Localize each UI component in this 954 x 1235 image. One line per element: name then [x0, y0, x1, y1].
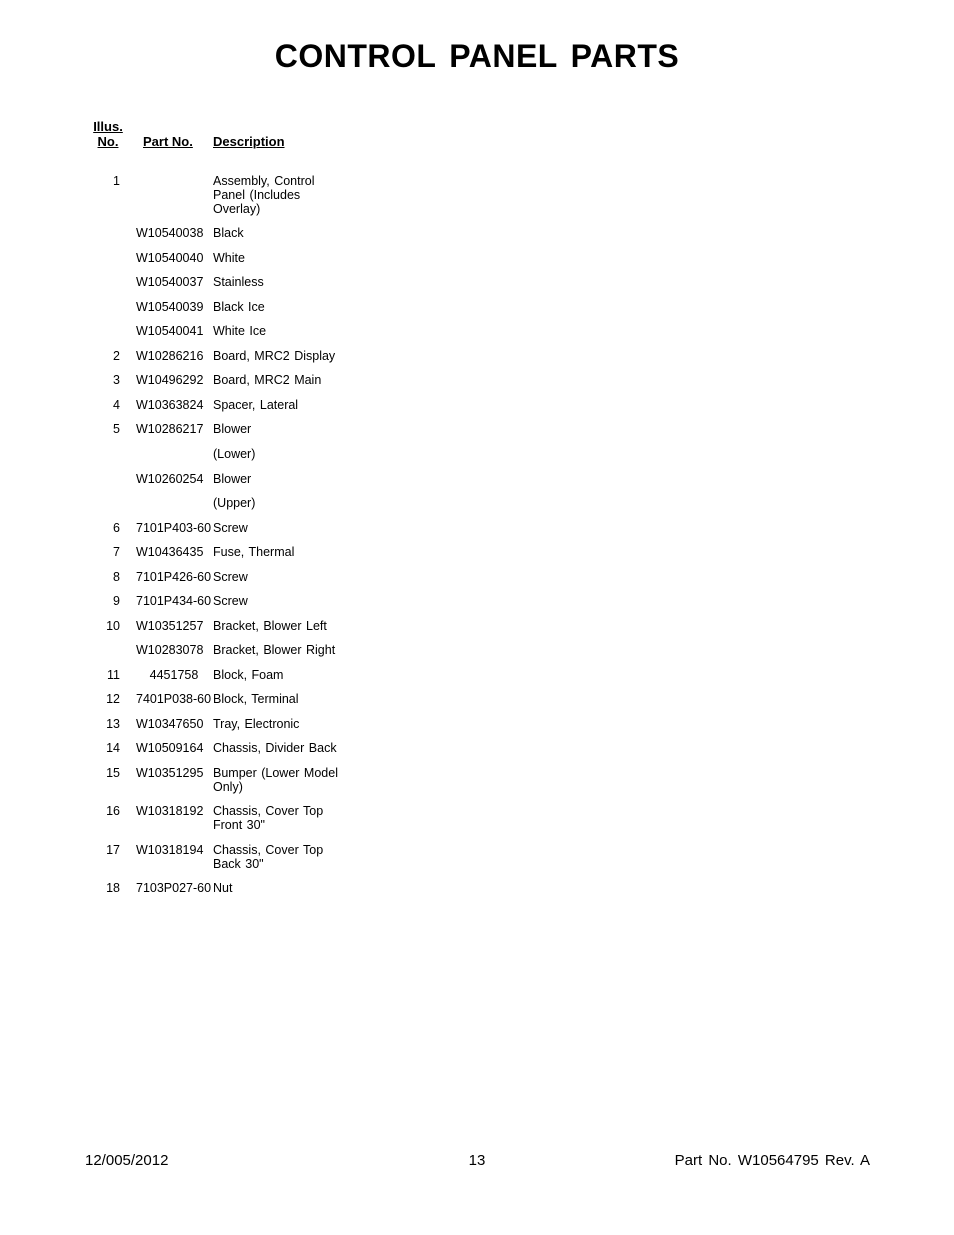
part-description: Block, Foam [213, 668, 284, 682]
part-description: (Upper) [213, 496, 256, 510]
illus-number: 16 [106, 804, 120, 818]
part-number: 4451758 [149, 668, 199, 682]
part-number: 7401P038-60 [136, 692, 212, 706]
part-number: W10540039 [136, 300, 204, 314]
part-description: White [213, 251, 245, 265]
part-description: Black Ice [213, 300, 265, 314]
illus-number: 9 [113, 594, 120, 608]
illus-number: 8 [113, 570, 120, 584]
part-description: Blower [213, 472, 252, 486]
illus-number: 2 [113, 349, 120, 363]
part-description: Block, Terminal [213, 692, 299, 706]
part-description: Blower [213, 422, 252, 436]
illus-number: 1 [113, 174, 120, 188]
part-number: W10318192 [136, 804, 204, 818]
part-description: Tray, Electronic [213, 717, 300, 731]
part-description: Stainless [213, 275, 264, 289]
part-number: W10286217 [136, 422, 204, 436]
part-number: W10351257 [136, 619, 204, 633]
part-description: Screw [213, 521, 248, 535]
part-description: Chassis, Divider Back [213, 741, 337, 755]
illus-number: 17 [106, 843, 120, 857]
part-number: 7101P426-60 [136, 570, 212, 584]
part-number: W10318194 [136, 843, 204, 857]
part-number: W10283078 [136, 643, 204, 657]
illus-number: 18 [106, 881, 120, 895]
part-description: Assembly, Control Panel (Includes Overlay) [213, 174, 315, 216]
part-number: W10351295 [136, 766, 204, 780]
part-number: W10540038 [136, 226, 204, 240]
part-description: Spacer, Lateral [213, 398, 299, 412]
illus-number: 15 [106, 766, 120, 780]
part-number: W10509164 [136, 741, 204, 755]
part-number: 7101P403-60 [136, 521, 212, 535]
page-number: 13 [468, 1152, 486, 1169]
illus-number: 6 [113, 521, 120, 535]
illus-number: 7 [113, 545, 120, 559]
part-number: 7103P027-60 [136, 881, 212, 895]
part-description: Black [213, 226, 244, 240]
illus-number: 10 [106, 619, 120, 633]
illus-number: 14 [106, 741, 120, 755]
part-no-header: Part No. [143, 134, 193, 149]
illus-number: 11 [107, 668, 120, 682]
part-description: Board, MRC2 Display [213, 349, 336, 363]
part-description: Chassis, Cover Top Back 30" [213, 843, 324, 871]
part-description: Bumper (Lower Model Only) [213, 766, 338, 794]
part-description: Screw [213, 594, 248, 608]
part-description: Screw [213, 570, 248, 584]
page-title: CONTROL PANEL PARTS [274, 38, 680, 74]
part-description: Fuse, Thermal [213, 545, 295, 559]
illus-number: 3 [113, 373, 120, 387]
illus-number: 12 [106, 692, 120, 706]
part-number: W10540041 [136, 324, 204, 338]
illus-header-line2: No. [97, 134, 119, 149]
part-number: W10347650 [136, 717, 204, 731]
part-description: Board, MRC2 Main [213, 373, 322, 387]
part-number: W10496292 [136, 373, 204, 387]
part-number: W10260254 [136, 472, 204, 486]
part-description: Bracket, Blower Right [213, 643, 336, 657]
part-description: Chassis, Cover Top Front 30" [213, 804, 324, 832]
part-description: Nut [213, 881, 233, 895]
illus-number: 13 [106, 717, 120, 731]
part-description: White Ice [213, 324, 267, 338]
part-number: W10286216 [136, 349, 204, 363]
footer-part-reference: Part No. W10564795 Rev. A [674, 1152, 870, 1169]
part-description: (Lower) [213, 447, 256, 461]
part-number: W10540040 [136, 251, 204, 265]
part-number: W10436435 [136, 545, 204, 559]
illus-header-line1: Illus. [93, 119, 123, 134]
part-number: W10540037 [136, 275, 204, 289]
part-description: Bracket, Blower Left [213, 619, 327, 633]
part-number: W10363824 [136, 398, 204, 412]
footer-date: 12/005/2012 [85, 1152, 169, 1169]
part-number: 7101P434-60 [136, 594, 212, 608]
illus-number: 5 [113, 422, 120, 436]
illus-number: 4 [113, 398, 120, 412]
description-header: Description [213, 134, 285, 149]
